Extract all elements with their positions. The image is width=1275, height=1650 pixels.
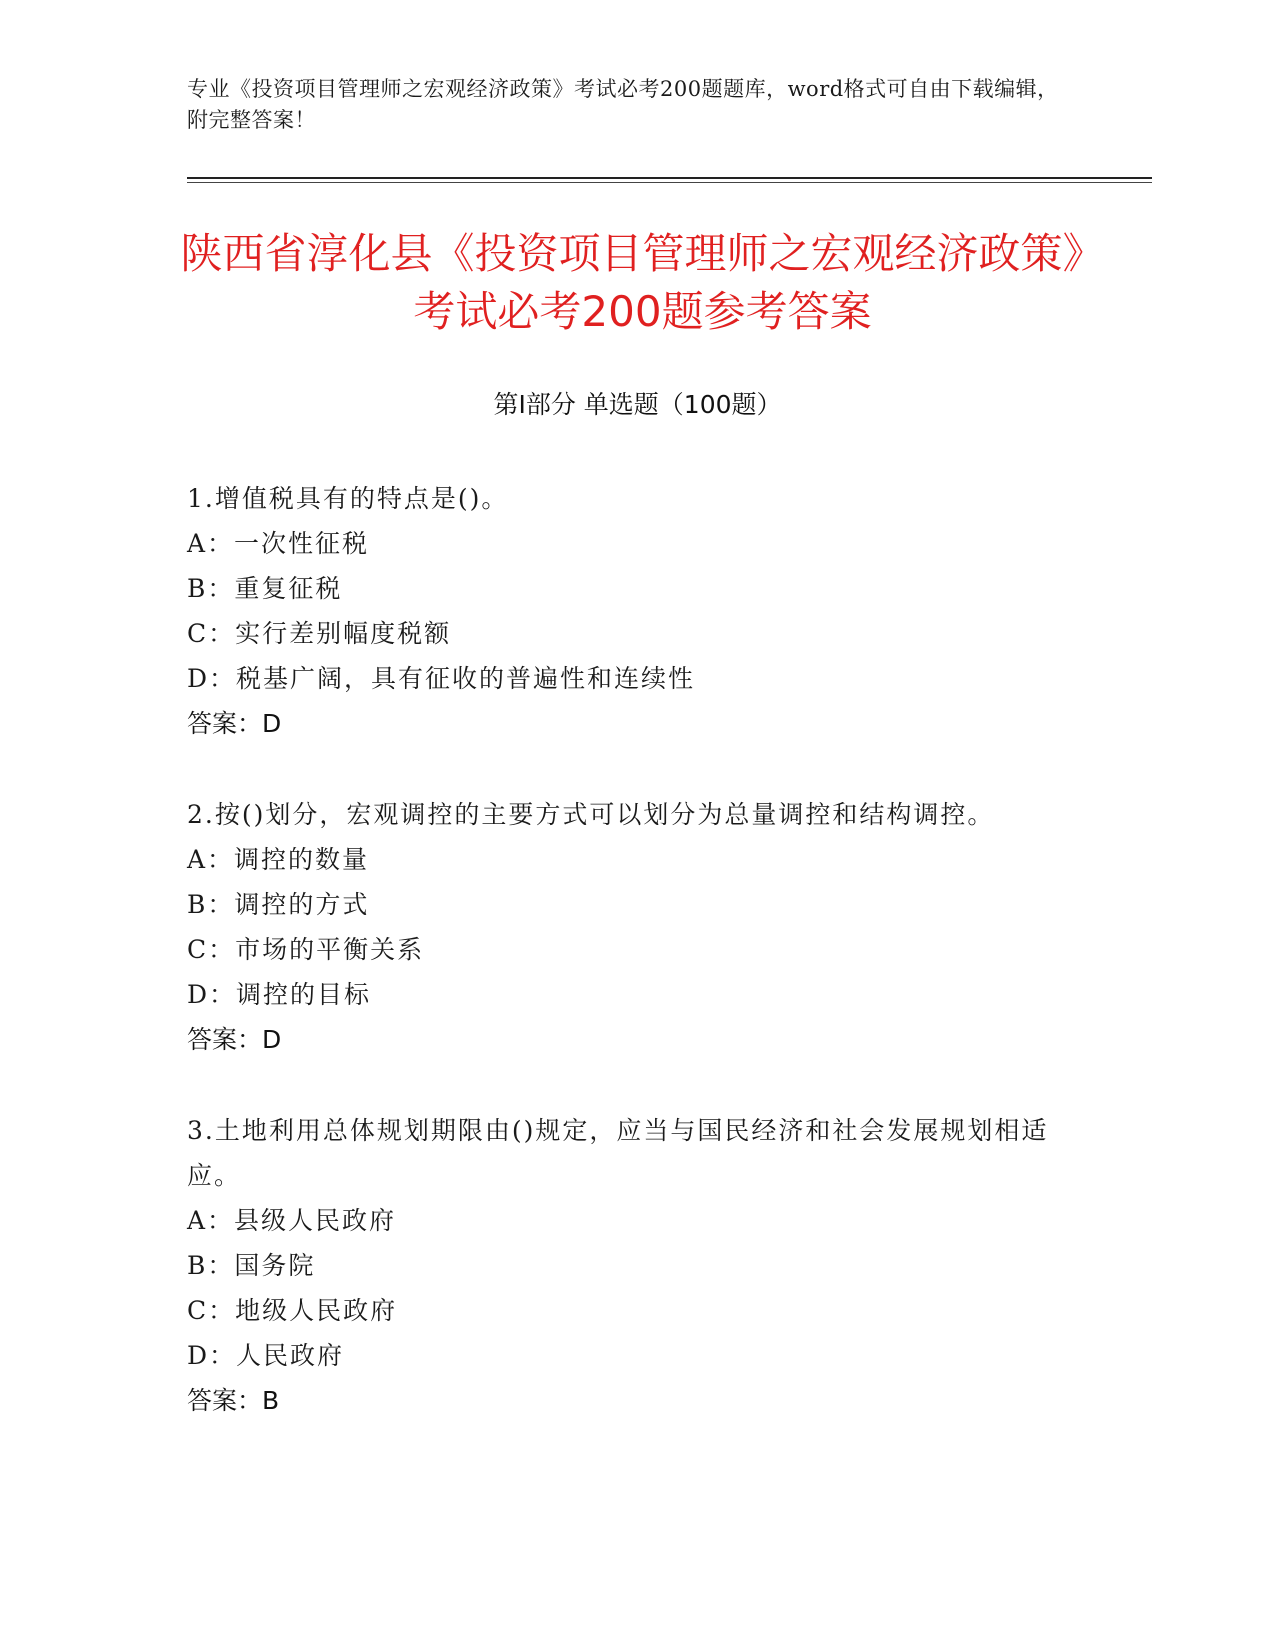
answer-line: 答案：D — [187, 1025, 282, 1054]
option-c: C：实行差别幅度税额 — [187, 619, 452, 648]
option-b: B：国务院 — [187, 1251, 316, 1280]
header-divider-thin — [187, 182, 1152, 183]
option-a: A：县级人民政府 — [187, 1206, 397, 1235]
question-1 — [187, 476, 1067, 746]
option-d: D：税基广阔，具有征收的普遍性和连续性 — [187, 664, 696, 693]
header-divider — [187, 177, 1152, 179]
option-c: C：地级人民政府 — [187, 1296, 398, 1325]
option-b: B：调控的方式 — [187, 890, 370, 919]
option-a: A：调控的数量 — [187, 845, 370, 874]
document-title: 陕西省淳化县《投资项目管理师之宏观经济政策》考试必考200题参考答案 — [180, 229, 1105, 336]
option-d: D：人民政府 — [187, 1341, 345, 1370]
question-list — [187, 476, 1067, 1469]
question-2 — [187, 792, 1067, 1062]
question-stem: 2.按()划分，宏观调控的主要方式可以划分为总量调控和结构调控。 — [187, 800, 995, 829]
option-d: D：调控的目标 — [187, 980, 372, 1009]
question-stem: 1.增值税具有的特点是()。 — [187, 484, 509, 513]
option-a: A：一次性征税 — [187, 529, 370, 558]
section-heading: 第Ⅰ部分 单选题（100题） — [493, 390, 782, 419]
option-b: B：重复征税 — [187, 574, 343, 603]
question-stem: 3.土地利用总体规划期限由()规定，应当与国民经济和社会发展规划相适应。 — [187, 1116, 1049, 1190]
answer-line: 答案：B — [187, 1386, 280, 1415]
option-c: C：市场的平衡关系 — [187, 935, 425, 964]
question-3 — [187, 1108, 1067, 1423]
header-note: 专业《投资项目管理师之宏观经济政策》考试必考200题题库，word格式可自由下载编辑，附完整答案！ — [187, 77, 1059, 132]
answer-line: 答案：D — [187, 709, 282, 738]
